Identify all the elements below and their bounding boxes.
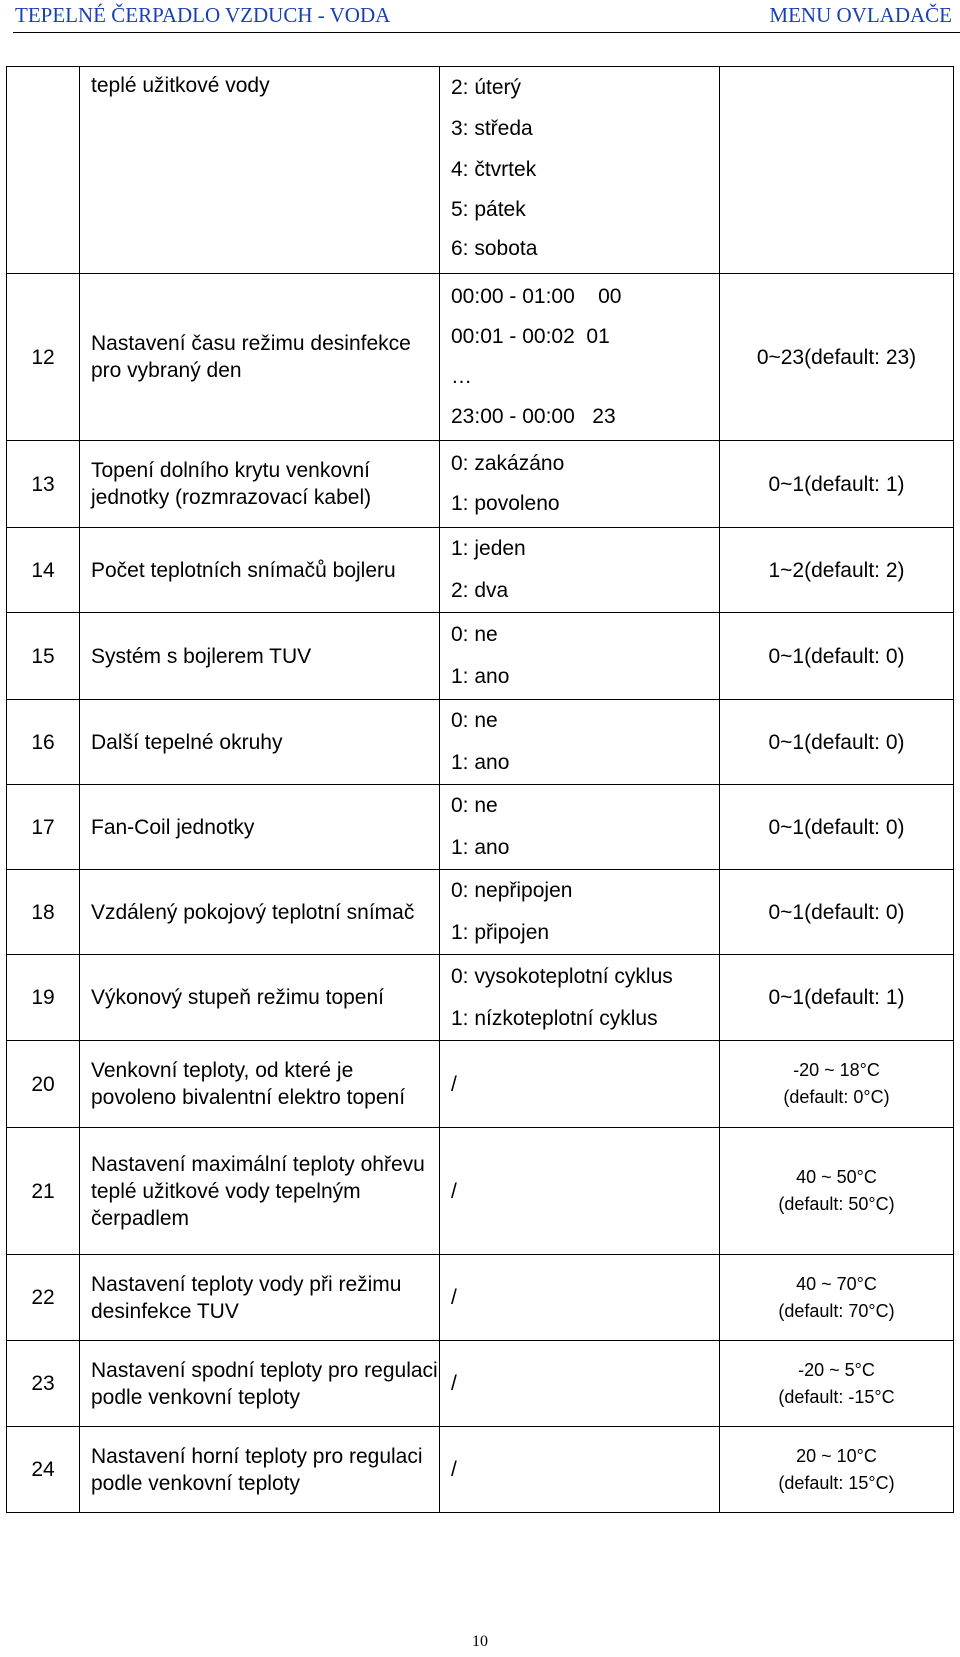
row-description: Systém s bojlerem TUV (80, 613, 440, 700)
option-value: 1: jeden (451, 537, 526, 560)
row-description: Topení dolního krytu venkovní jednotky (rozmrazovací kabel) (80, 441, 440, 528)
option-value: / (451, 1072, 457, 1096)
table-row (7, 1427, 954, 1513)
row-range: 0~23(default: 23) (720, 274, 954, 441)
option-value: / (451, 1286, 457, 1309)
option-value: 3: středa (451, 117, 533, 140)
row-range: 40 ~ 50°C (default: 50°C) (720, 1128, 954, 1255)
option-value: … (451, 365, 472, 388)
row-values (440, 785, 720, 870)
table-row (7, 1041, 954, 1128)
header-title-right: MENU OVLADAČE (769, 3, 952, 27)
table-row (7, 274, 954, 441)
option-value: / (451, 1372, 457, 1395)
option-value: 2: dva (451, 579, 509, 602)
row-number: 15 (7, 613, 80, 700)
row-description: Venkovní teploty, od které je povoleno bivalentní elektro topení (80, 1041, 440, 1128)
row-values (440, 955, 720, 1041)
option-value: 2: úterý (451, 76, 522, 99)
row-range: 1~2(default: 2) (720, 528, 954, 613)
table-row (7, 441, 954, 528)
row-number: 19 (7, 955, 80, 1041)
option-value: 23:00 - 00:00 23 (451, 405, 616, 428)
option-value: 1: připojen (451, 921, 550, 944)
option-value: 0: nepřipojen (451, 879, 573, 902)
row-range: 0~1(default: 1) (720, 441, 954, 528)
table-row (7, 955, 954, 1041)
option-value: 0: ne (451, 794, 498, 817)
option-value: 00:01 - 00:02 01 (451, 325, 610, 348)
row-values (440, 441, 720, 528)
row-values (440, 1427, 720, 1513)
option-value: 0: zakázáno (451, 452, 565, 475)
row-values (440, 870, 720, 955)
row-range: 0~1(default: 0) (720, 700, 954, 785)
row-description: Počet teplotních snímačů bojleru (80, 528, 440, 613)
option-value: 1: nízkoteplotní cyklus (451, 1006, 658, 1030)
row-number: 21 (7, 1128, 80, 1255)
row-values (440, 613, 720, 700)
table-row (7, 870, 954, 955)
option-value: 1: povoleno (451, 492, 560, 515)
row-values (440, 274, 720, 441)
row-description: Vzdálený pokojový teplotní snímač (80, 870, 440, 955)
option-value: / (451, 1179, 457, 1203)
row-number: 24 (7, 1427, 80, 1513)
row-number: 13 (7, 441, 80, 528)
row-range (720, 67, 954, 274)
row-values (440, 67, 720, 274)
row-number: 16 (7, 700, 80, 785)
row-description: Nastavení teploty vody při režimu desinfekce TUV (80, 1255, 440, 1341)
row-values (440, 528, 720, 613)
page-number: 10 (472, 1633, 488, 1650)
row-values (440, 1341, 720, 1427)
option-value: 1: ano (451, 751, 510, 774)
row-description: Nastavení maximální teploty ohřevu teplé užitkové vody tepelným čerpadlem (80, 1128, 440, 1255)
option-value: 5: pátek (451, 198, 526, 221)
row-range: 0~1(default: 0) (720, 785, 954, 870)
table-row (7, 613, 954, 700)
row-range: -20 ~ 5°C (default: -15°C (720, 1341, 954, 1427)
header-title-left: TEPELNÉ ČERPADLO VZDUCH - VODA (15, 3, 391, 27)
option-value: 4: čtvrtek (451, 158, 537, 181)
row-number: 23 (7, 1341, 80, 1427)
table-row (7, 700, 954, 785)
option-value: / (451, 1458, 457, 1481)
option-value: 0: ne (451, 623, 498, 646)
table-row (7, 67, 954, 274)
option-value: 00:00 - 01:00 00 (451, 285, 622, 308)
row-values (440, 700, 720, 785)
row-number: 18 (7, 870, 80, 955)
row-number: 20 (7, 1041, 80, 1128)
row-description: Fan-Coil jednotky (80, 785, 440, 870)
option-value: 1: ano (451, 836, 510, 859)
row-number: 17 (7, 785, 80, 870)
row-number: 22 (7, 1255, 80, 1341)
row-number (7, 67, 80, 274)
row-description: Nastavení času režimu desinfekce pro vybraný den (80, 274, 440, 441)
row-range: 0~1(default: 1) (720, 955, 954, 1041)
row-values (440, 1041, 720, 1128)
row-range: -20 ~ 18°C (default: 0°C) (720, 1041, 954, 1128)
row-range: 20 ~ 10°C (default: 15°C) (720, 1427, 954, 1513)
row-range: 0~1(default: 0) (720, 613, 954, 700)
settings-table (6, 66, 954, 1513)
table-row (7, 1255, 954, 1341)
row-range: 40 ~ 70°C (default: 70°C) (720, 1255, 954, 1341)
row-description: Výkonový stupeň režimu topení (80, 955, 440, 1041)
option-value: 0: ne (451, 709, 498, 732)
row-description: Nastavení horní teploty pro regulaci podle venkovní teploty (80, 1427, 440, 1513)
table-row (7, 528, 954, 613)
row-description: Další tepelné okruhy (80, 700, 440, 785)
row-description: Nastavení spodní teploty pro regulaci podle venkovní teploty (80, 1341, 440, 1427)
option-value: 6: sobota (451, 237, 538, 260)
option-value: 0: vysokoteplotní cyklus (451, 964, 673, 988)
table-row (7, 1341, 954, 1427)
row-number: 12 (7, 274, 80, 441)
table-row (7, 1128, 954, 1255)
table-row (7, 785, 954, 870)
row-number: 14 (7, 528, 80, 613)
row-description: teplé užitkové vody (80, 67, 440, 274)
page-header (13, 0, 960, 33)
option-value: 1: ano (451, 665, 510, 688)
row-range: 0~1(default: 0) (720, 870, 954, 955)
row-values (440, 1128, 720, 1255)
row-values (440, 1255, 720, 1341)
